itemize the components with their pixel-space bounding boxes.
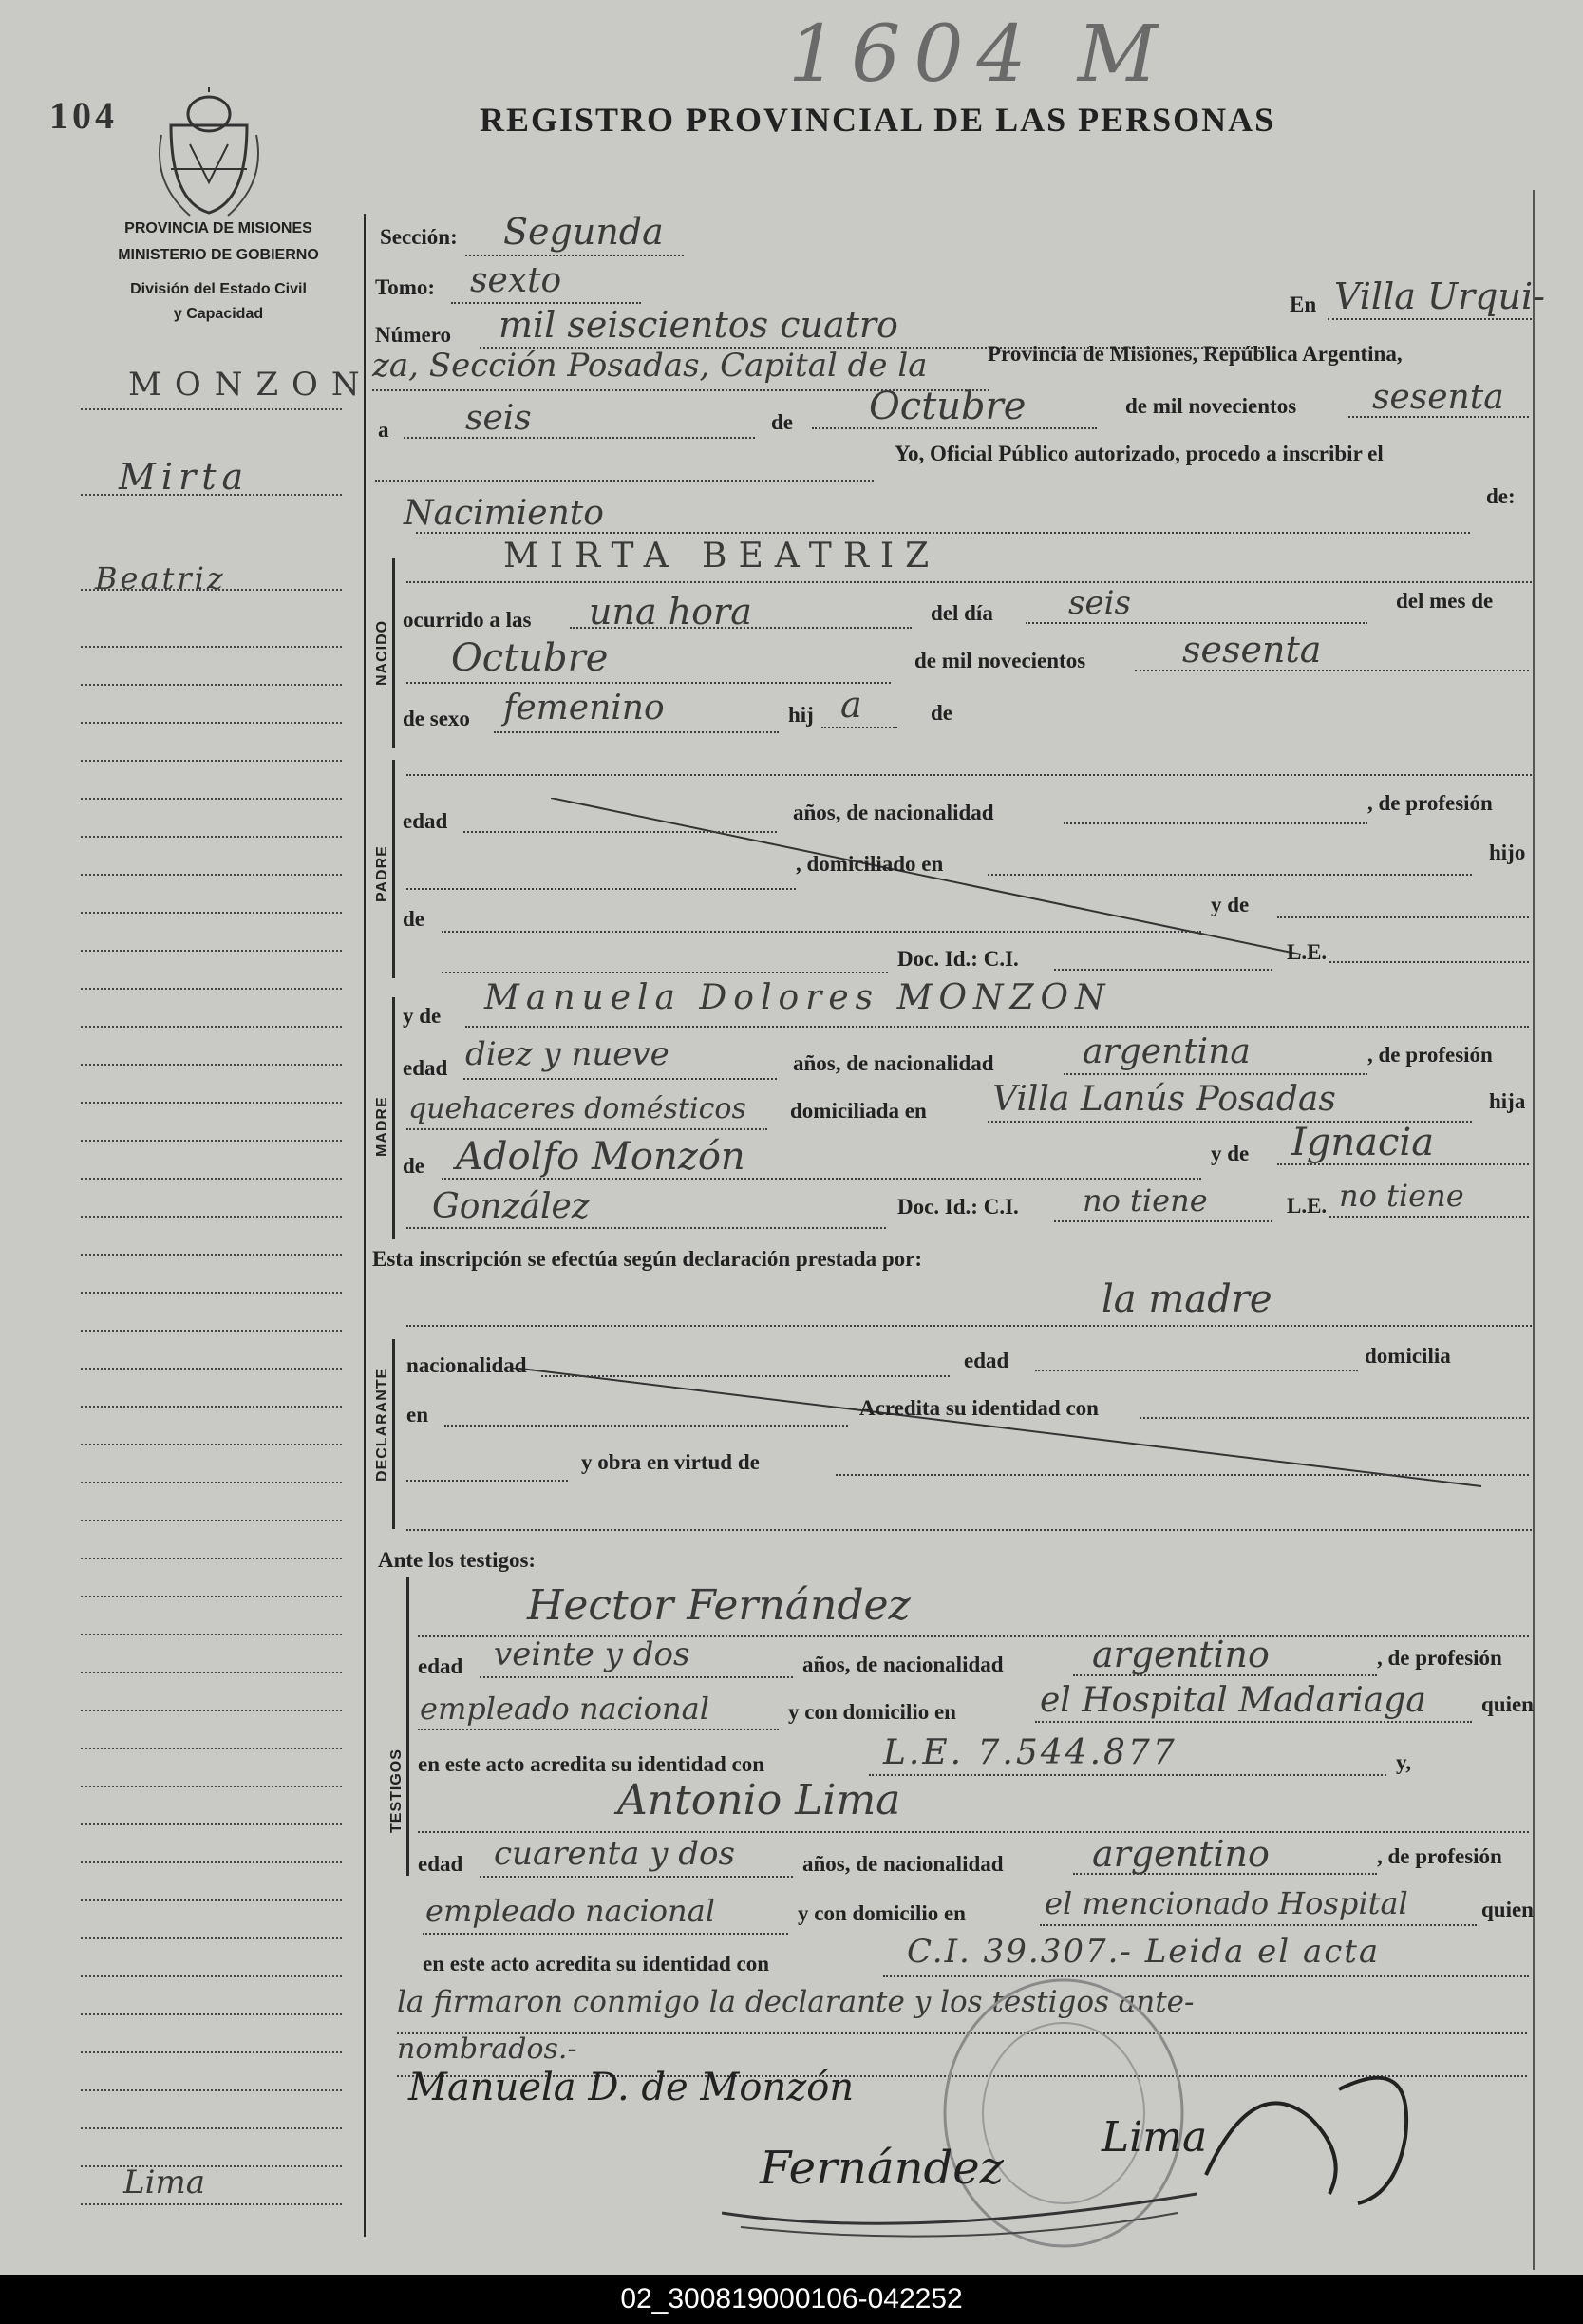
t1-nombre: Hector Fernández [527,1581,911,1630]
padre-doc-label: Doc. Id.: C.I. [897,947,1019,971]
t1-anios-label: años, de nacionalidad [802,1653,1004,1676]
madre-doc-label: Doc. Id.: C.I. [897,1195,1019,1219]
cierre-line1: la firmaron conmigo la declarante y los testigos ante- [397,1985,1195,2019]
madre-edad-label: edad [403,1056,448,1080]
authority-line2: MINISTERIO DE GOBIERNO [118,247,319,263]
t1-id-value: L.E. 7.544.877 [883,1733,1178,1772]
t2-nombre: Antonio Lima [617,1776,901,1824]
t1-quien-label: quien [1481,1692,1534,1716]
padre-le-label: L.E. [1287,940,1328,964]
numero-value: mil seiscientos cuatro [499,304,898,346]
anio-label: de mil novecientos [1125,394,1297,418]
madre-domicilio-value: Villa Lanús Posadas [992,1080,1336,1119]
t1-profesion-label: , de profesión [1377,1646,1502,1670]
en-value: Villa Urqui- [1334,275,1545,317]
obra-label: y obra en virtud de [581,1450,760,1474]
madre-de-label: de [403,1154,424,1178]
nacido-nombre: MIRTA BEATRIZ [503,537,941,576]
madre-madre-value1: Ignacia [1291,1121,1435,1164]
madre-profesion-value: quehaceres domésticos [408,1092,746,1125]
declarante-nacionalidad-label: nacionalidad [406,1353,527,1377]
declaracion-value: la madre [1102,1277,1272,1321]
tomo-value: sexto [470,261,562,300]
t1-acredita-label: en este acto acredita su identidad con [418,1752,765,1776]
madre-edad-value: diez y nueve [465,1035,669,1073]
madre-y-de2-label: y de [1211,1142,1250,1165]
nacido-de-label: de [931,701,952,725]
declarante-edad-label: edad [964,1349,1009,1372]
t1-profesion-value: empleado nacional [420,1691,709,1727]
signature-scribble-icon [722,2137,1216,2241]
margin-name1: Mirta [119,456,250,498]
t2-acredita-label: en este acto acredita su identidad con [423,1952,770,1975]
t1-edad-label: edad [418,1654,463,1678]
authority-line4: y Capacidad [173,306,264,322]
madre-nacionalidad-value: argentina [1083,1032,1251,1071]
firma-testigo1: Fernández [760,2142,1004,2195]
ocurrido-label: ocurrido a las [403,608,532,632]
del-mes-label: del mes de [1396,589,1494,613]
hij-label: hij [788,703,814,727]
margin-name2: Beatriz [95,560,226,596]
madre-anios-label: años, de nacionalidad [793,1051,994,1075]
padre-label: PADRE [374,845,390,902]
right-edge-rule [1533,190,1535,2270]
madre-rule [392,997,395,1239]
nacido-anio-label: de mil novecientos [914,649,1086,672]
hijo-label: hijo [1489,841,1526,864]
declarante-rule [392,1339,395,1529]
page-number: 104 [49,94,118,137]
del-dia-label: del día [931,601,993,625]
acredita-label: Acredita su identidad con [859,1396,1099,1420]
madre-y-de-label: y de [403,1004,442,1028]
nacido-rule [392,558,395,748]
madre-label: MADRE [374,1096,390,1157]
serial-number: 1604 M [788,9,1171,100]
t2-quien-label: quien [1481,1898,1534,1921]
location-cont: za, Sección Posadas, Capital de la [372,347,928,385]
madre-ci-value: no tiene [1083,1182,1208,1219]
madre-profesion-label: , de profesión [1367,1043,1493,1067]
t2-nacionalidad-value: argentino [1092,1833,1270,1875]
margin-signature: Lima [123,2163,205,2201]
coat-of-arms-icon [152,87,266,220]
de2-label: de: [1486,484,1516,508]
authority-line1: PROVINCIA DE MISIONES [124,220,312,236]
padre-rule [392,760,395,978]
hija-label: hija [1489,1089,1526,1113]
declarante-domicilia-label: domicilia [1365,1344,1451,1368]
tomo-label: Tomo: [375,275,436,299]
sexo-label: de sexo [403,707,470,730]
madre-le-value: no tiene [1339,1178,1464,1214]
t2-domicilio-label: y con domicilio en [798,1901,966,1925]
t2-profesion-value: empleado nacional [425,1893,715,1929]
hij-value: a [840,684,862,726]
acto-value: Nacimiento [404,494,604,533]
document-title: REGISTRO PROVINCIAL DE LAS PERSONAS [480,101,1276,139]
de-label: de [771,410,793,434]
padre-y-de-label: y de [1211,893,1250,916]
declarante-en-label: en [406,1403,428,1427]
t2-profesion-label: , de profesión [1377,1844,1502,1868]
t2-edad-value: cuarenta y dos [494,1835,735,1873]
nacido-mes-value: Octubre [451,636,609,680]
madre-padre-value: Adolfo Monzón [456,1135,745,1179]
madre-le-label: L.E. [1287,1194,1328,1218]
t2-edad-label: edad [418,1852,463,1876]
footer-id: 02_300819000106-042252 [0,2275,1583,2324]
t1-nacionalidad-value: argentino [1092,1634,1270,1675]
padre-profesion-label: , de profesión [1367,791,1493,815]
t2-anios-label: años, de nacionalidad [802,1852,1004,1876]
domiciliado-label: , domiciliado en [796,852,944,876]
declaracion-label: Esta inscripción se efectúa según declaración prestada por: [372,1247,923,1271]
padre-edad-label: edad [403,809,448,833]
authority-line3: División del Estado Civil [130,281,307,297]
mes-value: Octubre [869,385,1027,428]
testigos-rule [406,1577,409,1876]
t1-y-label: y, [1396,1750,1411,1774]
nacido-label: NACIDO [374,619,390,686]
nacido-anio-value: sesenta [1182,629,1322,671]
en-label: En [1290,293,1317,316]
oficial-text: Yo, Oficial Público autorizado, procedo a inscribir el [895,442,1384,465]
hora-value: una hora [589,591,752,633]
cierre-line2: nombrados.- [397,2032,577,2066]
anio-value: sesenta [1372,378,1504,417]
dia-value: seis [465,399,532,438]
nacido-dia-value: seis [1068,584,1131,622]
sexo-value: femenino [503,689,665,727]
official-signature-icon [1197,2032,1415,2222]
ante-testigos-label: Ante los testigos: [378,1548,537,1572]
madre-madre-value2: González [432,1187,590,1226]
t1-domicilio-value: el Hospital Madariaga [1040,1681,1426,1720]
firma-testigo2: Lima [1102,2113,1208,2162]
a-label: a [378,418,389,442]
t2-domicilio-value: el mencionado Hospital [1045,1885,1408,1921]
t1-edad-value: veinte y dos [494,1635,690,1673]
padre-anios-label: años, de nacionalidad [793,801,994,824]
t2-id-value: C.I. 39.307.- Leida el acta [907,1933,1381,1971]
seccion-value: Segunda [503,211,664,253]
main-vertical-rule [364,214,366,2237]
t1-domicilio-label: y con domicilio en [788,1700,956,1724]
declarante-label: DECLARANTE [374,1367,390,1482]
numero-label: Número [375,323,452,347]
testigos-label: TESTIGOS [388,1748,405,1833]
provincia-text: Provincia de Misiones, República Argentina, [988,342,1403,366]
firma-declarante: Manuela D. de Monzón [408,2066,855,2109]
domiciliada-label: domiciliada en [790,1099,927,1123]
margin-surname: MONZON [128,366,373,404]
padre-de-label: de [403,907,424,931]
madre-nombre: Manuela Dolores MONZON [484,978,1112,1017]
seccion-label: Sección: [380,225,458,249]
